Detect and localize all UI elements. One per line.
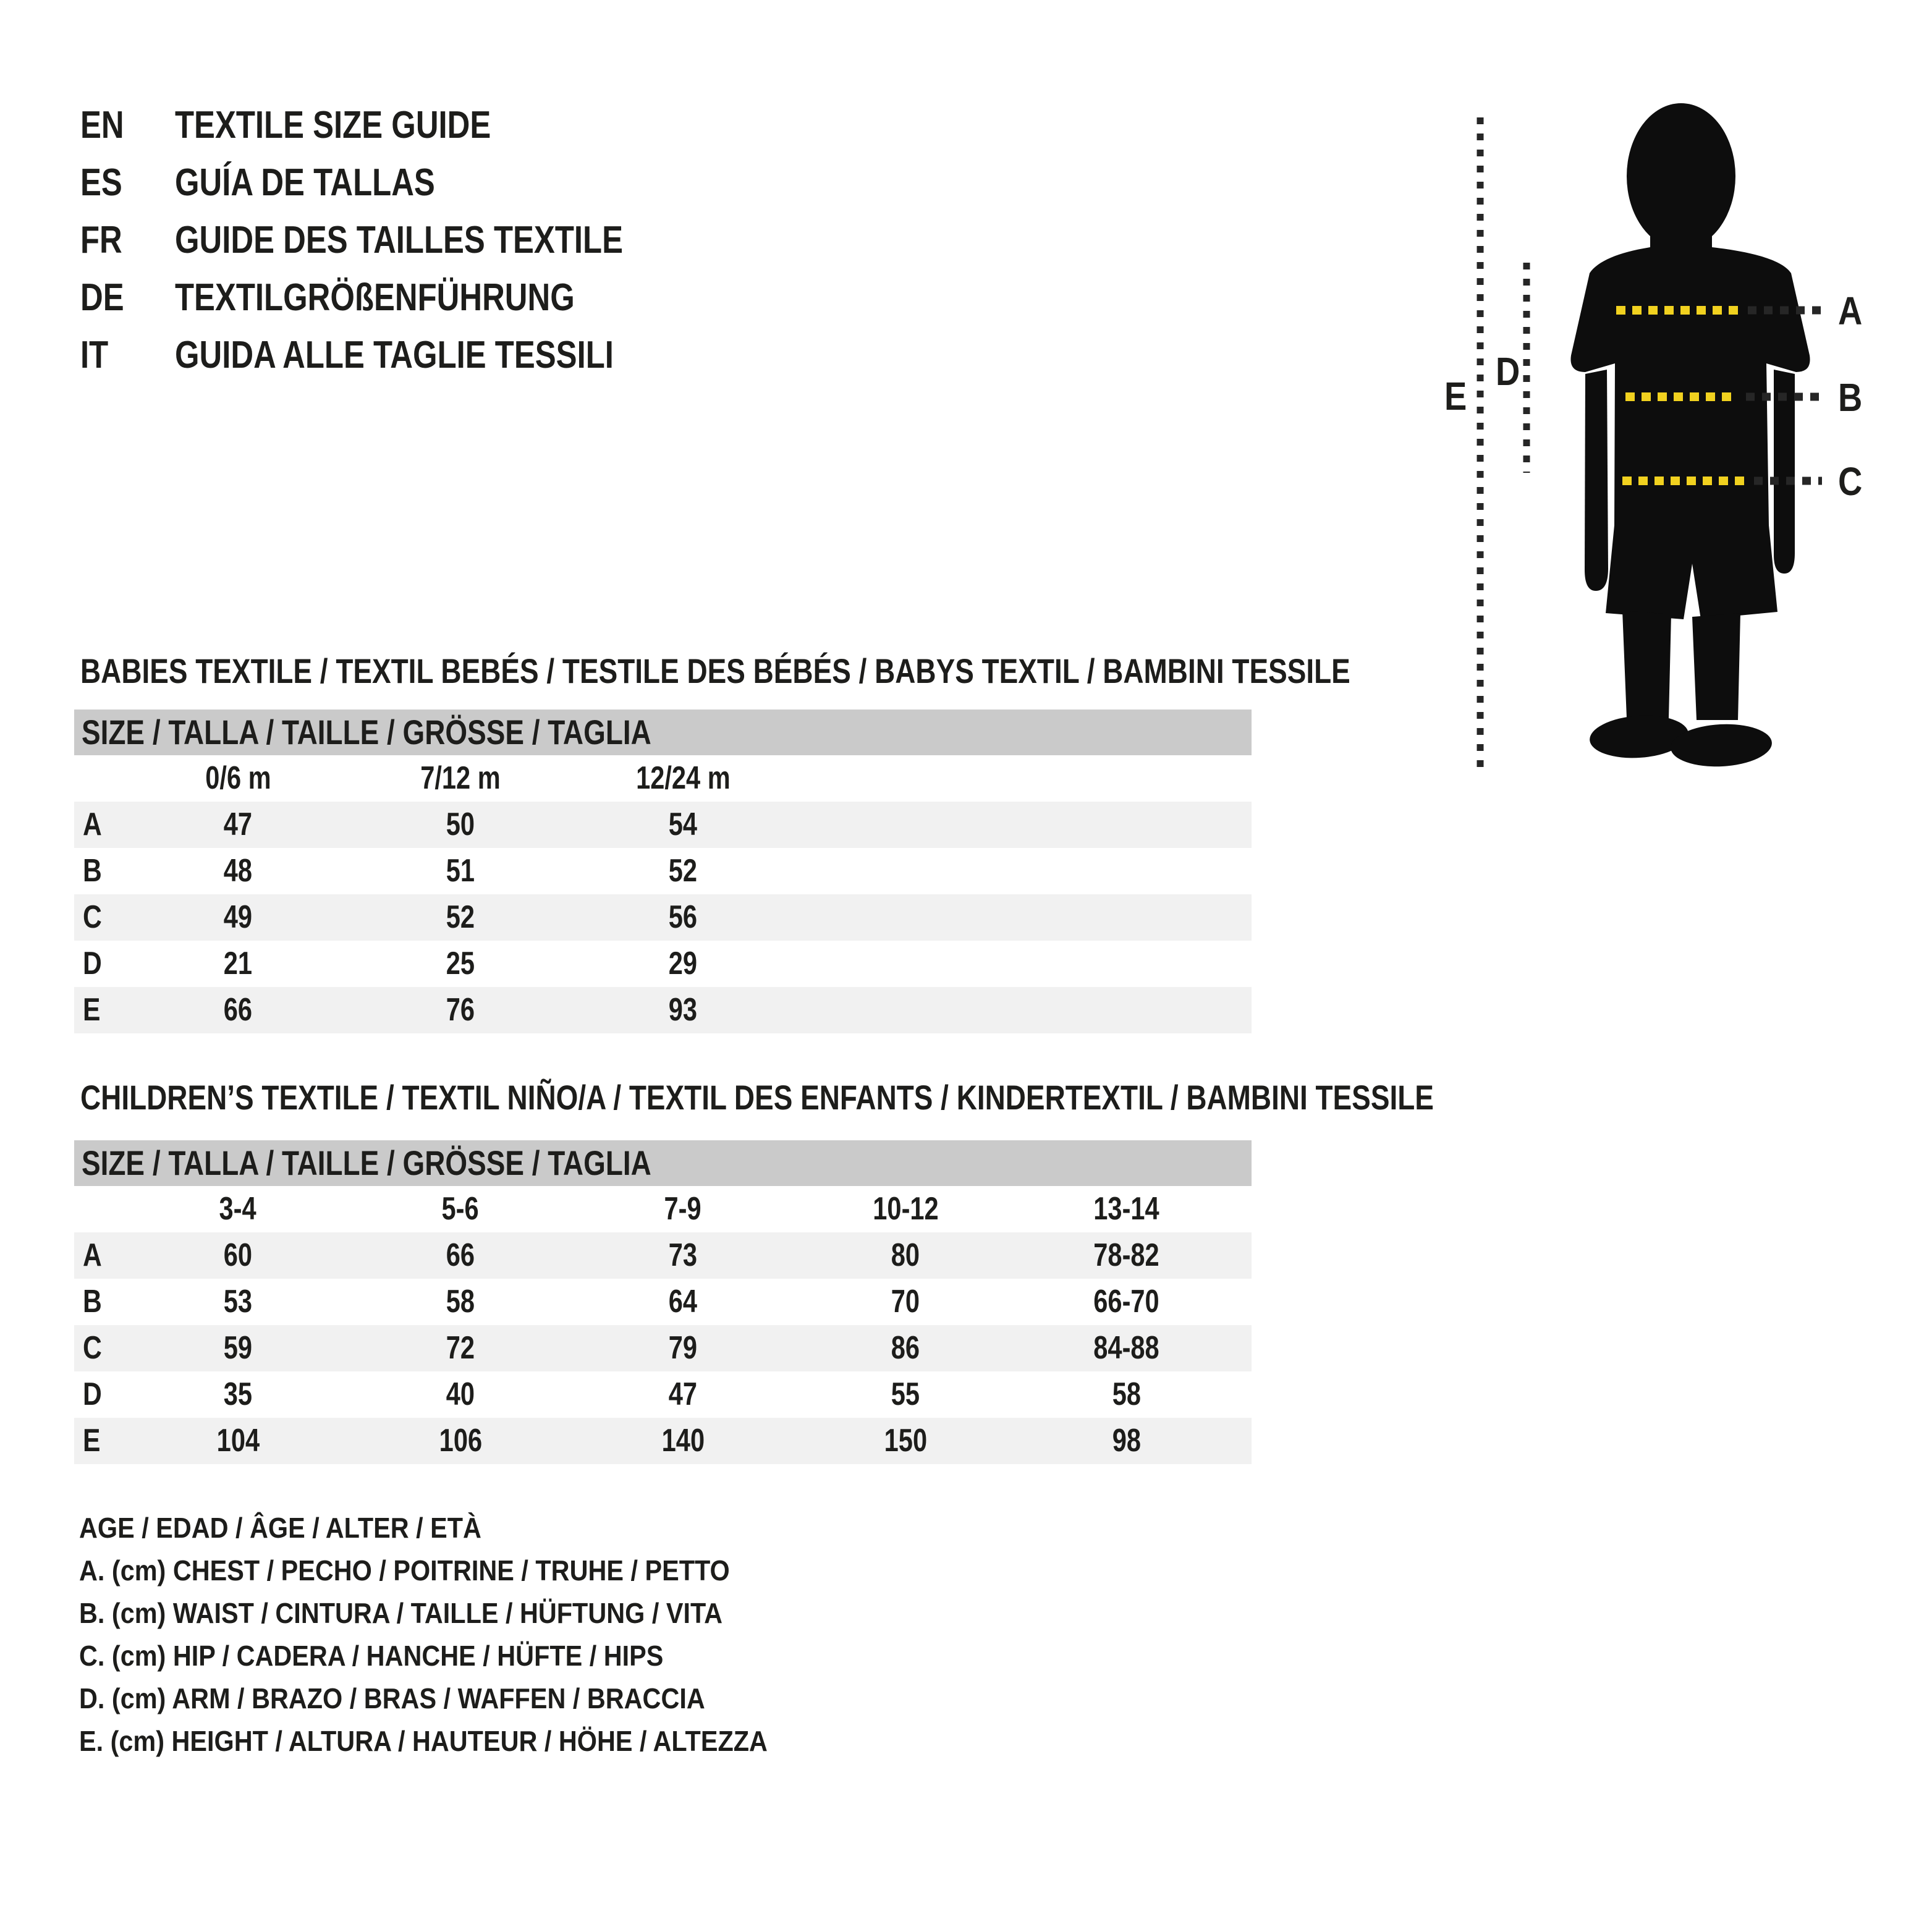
children-size-header-bar: SIZE / TALLA / TAILLE / GRÖSSE / TAGLIA: [74, 1140, 1252, 1186]
legend-age: AGE / EDAD / ÂGE / ALTER / ETÀ: [79, 1512, 481, 1544]
table-row: D 35 40 47 55 58: [74, 1371, 1252, 1418]
row-label: B: [83, 1284, 102, 1320]
table-row: D 21 25 29: [74, 941, 1252, 987]
row-label: C: [83, 899, 102, 935]
table-row: B 53 58 64 70 66-70: [74, 1279, 1252, 1325]
lang-title-en: TEXTILE SIZE GUIDE: [175, 104, 491, 146]
table-row: E 66 76 93: [74, 987, 1252, 1033]
children-col-0: 3-4: [219, 1191, 257, 1227]
babies-size-table: [74, 710, 1252, 1033]
legend-arm: D. (cm) ARM / BRAZO / BRAS / WAFFEN / BRACCIA: [79, 1682, 705, 1714]
children-section-title: CHILDREN’S TEXTILE / TEXTIL NIÑO/A / TEXTIL DES ENFANTS / KINDERTEXTIL / BAMBINI TESSILE: [80, 1078, 1434, 1117]
lang-title-fr: GUIDE DES TAILLES TEXTILE: [175, 219, 623, 261]
row-label: D: [83, 1376, 102, 1412]
row-label: D: [83, 946, 102, 981]
lang-code-en: EN: [80, 104, 124, 146]
row-label: B: [83, 853, 102, 889]
language-row: [80, 96, 721, 154]
lang-title-it: GUIDA ALLE TAGLIE TESSILI: [175, 334, 614, 376]
row-label: A: [83, 1237, 102, 1273]
language-row: [80, 154, 721, 211]
row-label: A: [83, 807, 102, 842]
table-row: A 47 50 54: [74, 802, 1252, 848]
measurement-figure: [1409, 93, 1932, 797]
babies-col-2: 12/24 m: [635, 760, 731, 796]
label-arm: D: [1496, 349, 1520, 394]
legend-chest: A. (cm) CHEST / PECHO / POITRINE / TRUHE / PETTO: [79, 1554, 730, 1587]
measurement-legend: [79, 1507, 844, 1763]
legend-hip: C. (cm) HIP / CADERA / HANCHE / HÜFTE / HIPS: [79, 1640, 664, 1672]
row-label: C: [83, 1330, 102, 1366]
lang-code-fr: FR: [80, 219, 122, 261]
row-label: E: [83, 992, 101, 1028]
label-hip: C: [1838, 459, 1863, 504]
children-col-3: 10-12: [872, 1191, 939, 1227]
table-row: A 60 66 73 80 78-82: [74, 1232, 1252, 1279]
language-row: [80, 326, 721, 384]
legend-waist: B. (cm) WAIST / CINTURA / TAILLE / HÜFTUNG / VITA: [79, 1597, 723, 1629]
table-row: E 104 106 140 150 98: [74, 1418, 1252, 1464]
children-col-2: 7-9: [664, 1191, 702, 1227]
language-title-list: [80, 96, 721, 384]
language-row: [80, 269, 721, 326]
language-row: [80, 211, 721, 269]
table-row: C 59 72 79 86 84-88: [74, 1325, 1252, 1371]
table-row: B 48 51 52: [74, 848, 1252, 894]
children-col-4: 13-14: [1093, 1191, 1159, 1227]
babies-section-title: BABIES TEXTILE / TEXTIL BEBÉS / TESTILE DES BÉBÉS / BABYS TEXTIL / BAMBINI TESSILE: [80, 651, 1350, 690]
lang-code-it: IT: [80, 334, 109, 376]
child-silhouette-diagram: [1409, 93, 1932, 797]
babies-size-header-bar: SIZE / TALLA / TAILLE / GRÖSSE / TAGLIA: [74, 710, 1252, 755]
label-height: E: [1444, 373, 1467, 419]
lang-code-es: ES: [80, 161, 122, 204]
lang-title-es: GUÍA DE TALLAS: [175, 161, 435, 204]
lang-code-de: DE: [80, 276, 124, 319]
children-column-header-row: [74, 1186, 1252, 1232]
babies-column-header-row: [74, 755, 1252, 802]
children-size-table: [74, 1140, 1252, 1464]
babies-col-1: 7/12 m: [420, 760, 501, 796]
row-label: E: [83, 1423, 101, 1459]
children-col-1: 5-6: [441, 1191, 480, 1227]
table-row: C 49 52 56: [74, 894, 1252, 941]
label-chest: A: [1838, 288, 1863, 334]
legend-height: E. (cm) HEIGHT / ALTURA / HAUTEUR / HÖHE / ALTEZZA: [79, 1725, 768, 1757]
label-waist: B: [1838, 375, 1863, 420]
lang-title-de: TEXTILGRÖßENFÜHRUNG: [175, 276, 575, 319]
babies-col-0: 0/6 m: [205, 760, 271, 796]
